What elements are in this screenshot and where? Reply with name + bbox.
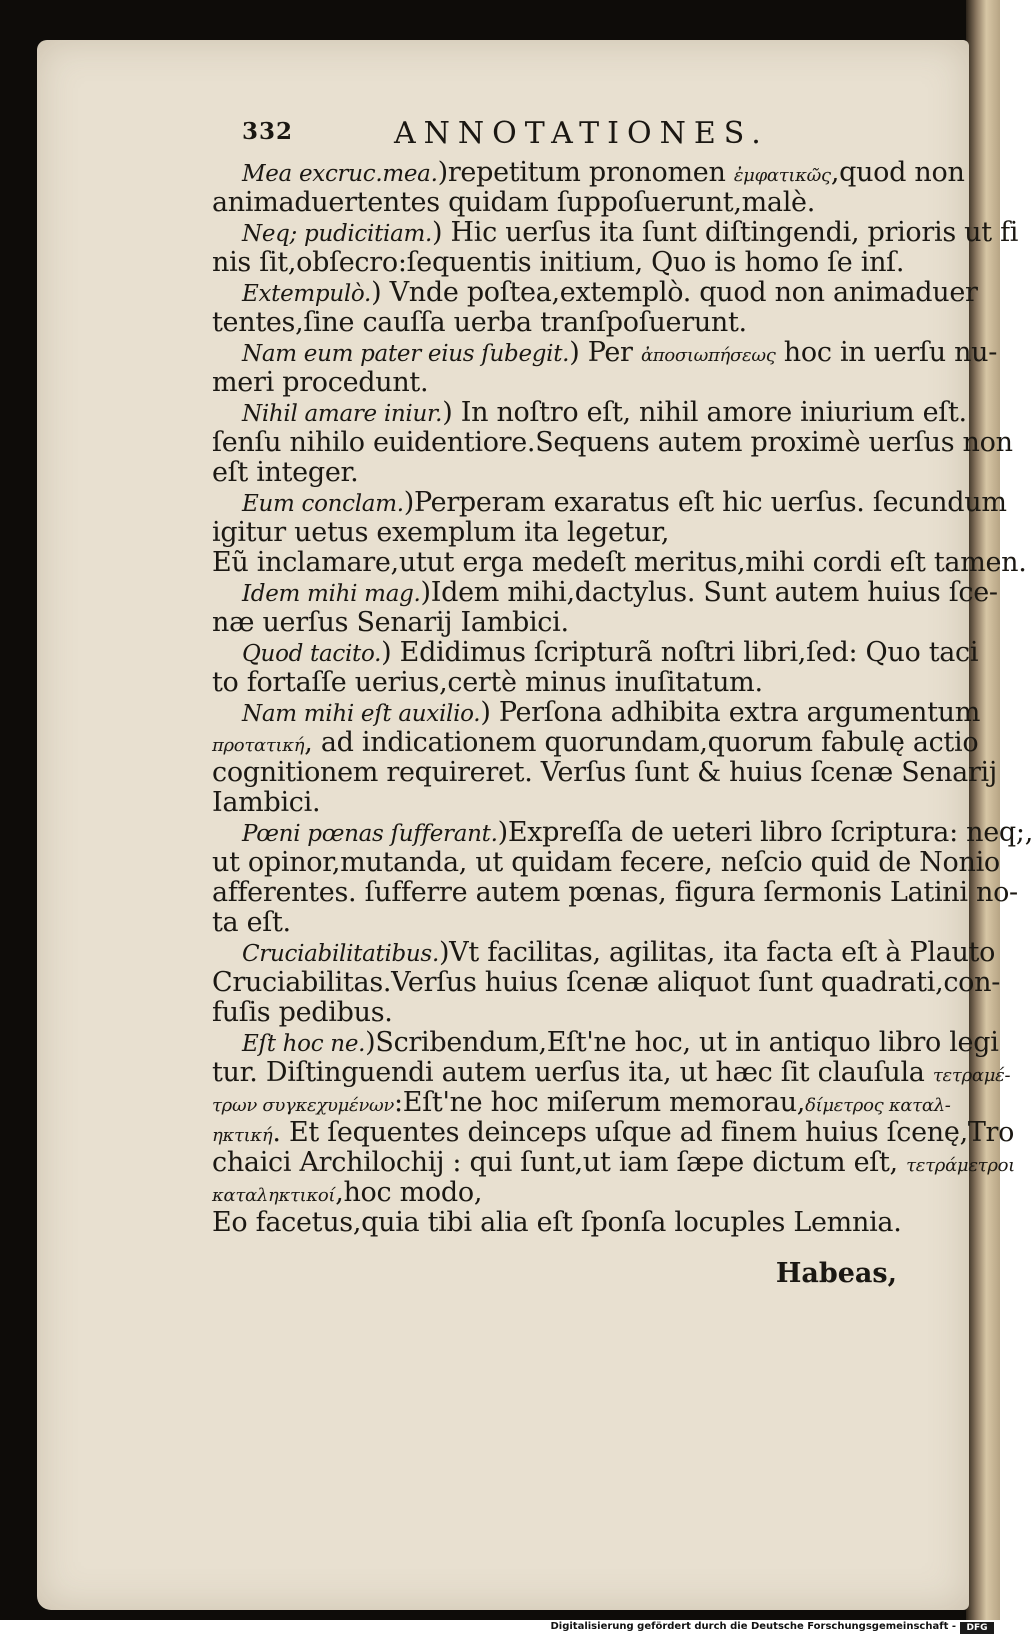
lemma: Idem mihi mag. [242, 581, 421, 607]
line-text: :Eſt'ne hoc miſerum memorau, [394, 1087, 806, 1118]
lemma: Nam eum pater eius ſubegit. [242, 341, 570, 367]
text-line [242, 818, 1033, 849]
text-line [212, 668, 763, 698]
text-line [212, 878, 1018, 908]
line-text: meri procedunt. [212, 367, 429, 398]
line-text: ta eſt. [212, 907, 291, 938]
text-line [212, 368, 428, 398]
text-line [212, 518, 669, 548]
text-line [242, 278, 978, 309]
line-text: animaduertentes quidam ſuppoſuerunt,malè. [212, 187, 816, 218]
line-text: ) Edidimus ſcripturã noſtri libri,ſed: Quo taci [381, 637, 979, 668]
line-text: )repetitum pronomen [437, 157, 734, 188]
text-line [212, 788, 320, 818]
line-text: tur. Diſtinguendi autem uerſus ita, ut hæc ſit clauſula [212, 1057, 933, 1088]
page-text-block [37, 40, 1033, 1610]
footer [0, 1620, 1000, 1636]
lemma: Quod tacito. [242, 641, 382, 667]
line-text: cognitionem requireret. Verſus ſunt & huius ſcenæ Senarij [212, 757, 997, 788]
line-text: ) In noſtro eſt, nihil amore iniurium eſt. [442, 397, 967, 428]
text-line [212, 758, 997, 788]
line-text: )Expreſſa de ueteri libro ſcriptura: neq;, [497, 817, 1033, 848]
text-line [242, 398, 967, 429]
lemma: Mea excruc.mea. [242, 161, 438, 187]
line-text: . Et ſequentes deinceps uſque ad finem huius ſcenę,Tro [272, 1117, 1015, 1148]
text-line [242, 938, 995, 969]
line-text: Iambici. [212, 787, 321, 818]
line-text: , ad indicationem quorundam,quorum fabulę actio [304, 727, 979, 758]
line-text: ) Hic uerſus ita ſunt diſtingendi, prioris ut fi [432, 217, 1019, 248]
text-line [242, 578, 998, 609]
text-line [212, 428, 1013, 458]
text-line [242, 218, 1018, 249]
footer-credit: Digitalisierung gefördert durch die Deutsche Forschungsgemeinschaft - [550, 1621, 956, 1632]
text-line [242, 488, 1007, 519]
lemma: Eum conclam. [242, 491, 404, 517]
line-text: )Scribendum,Eſt'ne hoc, ut in antiquo libro legi [365, 1027, 999, 1058]
text-line [212, 908, 291, 938]
line-text: ) Vnde poſtea,extemplò. quod non animaduer [371, 277, 978, 308]
text-line [242, 698, 980, 729]
lemma: Neq; pudicitiam. [242, 221, 433, 247]
line-text: hoc in uerſu nu- [775, 337, 998, 368]
greek-word: ἐμφατικῶς [733, 165, 831, 186]
catchword: Habeas, [775, 1258, 897, 1289]
greek-word: τετραμέ- [932, 1065, 1011, 1086]
text-line [242, 638, 978, 669]
line-text: ) Per [569, 337, 641, 368]
line-text: ,quod non [830, 157, 965, 188]
text-line [212, 458, 358, 488]
text-line [212, 608, 569, 638]
greek-word: καταληκτικοί [212, 1185, 336, 1206]
line-text: )Idem mihi,dactylus. Sunt autem huius ſce- [420, 577, 998, 608]
line-text: nis ſit,obſecro:ſequentis initium, Quo is homo ſe inſ. [212, 247, 905, 278]
text-line [212, 188, 815, 218]
line-text: ut opinor,mutanda, ut quidam fecere, neſcio quid de Nonio [212, 847, 1000, 878]
line-text: ſenſu nihilo euidentiore.Sequens autem proximè uerſus non [212, 427, 1013, 458]
lemma: Nam mihi eſt auxilio. [242, 701, 481, 727]
line-text: )Perperam exaratus eſt hic uerſus. ſecundum [403, 487, 1007, 518]
line-text: ,hoc modo, [335, 1177, 483, 1208]
line-text: Eũ inclamare,utut erga medeſt meritus,mihi cordi eſt tamen. [212, 547, 1027, 578]
line-text: tentes,ſine cauſſa uerba tranſpoſuerunt. [212, 307, 747, 338]
greek-word: ἀποσιωπήσεως [640, 345, 776, 366]
text-line [212, 548, 1027, 578]
text-line [212, 248, 904, 278]
line-text: ) Perſona adhibita extra argumentum [480, 697, 981, 728]
line-text: Eo facetus,quia tibi alia eſt ſponſa locuples Lemnia. [212, 1207, 902, 1238]
lemma: Extempulò. [242, 281, 372, 307]
page-header [37, 118, 969, 158]
text-line [212, 998, 393, 1028]
text-line [212, 968, 1000, 998]
line-text: )Vt facilitas, agilitas, ita facta eſt à Plauto [438, 937, 996, 968]
line-text: Cruciabilitas.Verſus huius ſcenæ aliquot ſunt quadrati,con- [212, 967, 1001, 998]
page-number: 332 [242, 118, 294, 145]
running-head: ANNOTATIONES. [394, 116, 769, 151]
greek-word: τρων συγκεχυμένων [212, 1095, 395, 1116]
greek-word: τετράμετροι [906, 1155, 1015, 1176]
lemma: Cruciabilitatibus. [242, 941, 439, 967]
greek-word: ηκτική [212, 1125, 273, 1146]
line-text: afferentes. ſufferre autem pœnas, figura ſermonis Latini no- [212, 877, 1018, 908]
line-text: eſt integer. [212, 457, 359, 488]
lemma: Nihil amare iniur. [242, 401, 443, 427]
line-text: næ uerſus Senarij Iambici. [212, 607, 569, 638]
greek-word: προτατική [212, 735, 305, 756]
text-line [212, 1148, 1015, 1181]
lemma: Eſt hoc ne. [242, 1031, 366, 1057]
text-line [242, 1028, 999, 1059]
dfg-logo: DFG [960, 1622, 994, 1634]
line-text: igitur uetus exemplum ita legetur, [212, 517, 670, 548]
text-line [212, 848, 1000, 878]
greek-word: δίμετρος καταλ- [805, 1095, 951, 1116]
lemma: Pœni pœnas ſufferant. [242, 821, 498, 847]
line-text: chaici Archilochij : qui ſunt,ut iam ſæpe dictum eſt, [212, 1147, 907, 1178]
book-page [37, 40, 1033, 1610]
line-text: to fortaſſe uerius,certè minus inuſitatum. [212, 667, 763, 698]
line-text: fuſis pedibus. [212, 997, 393, 1028]
text-line [212, 1208, 902, 1238]
text-line [212, 308, 747, 338]
